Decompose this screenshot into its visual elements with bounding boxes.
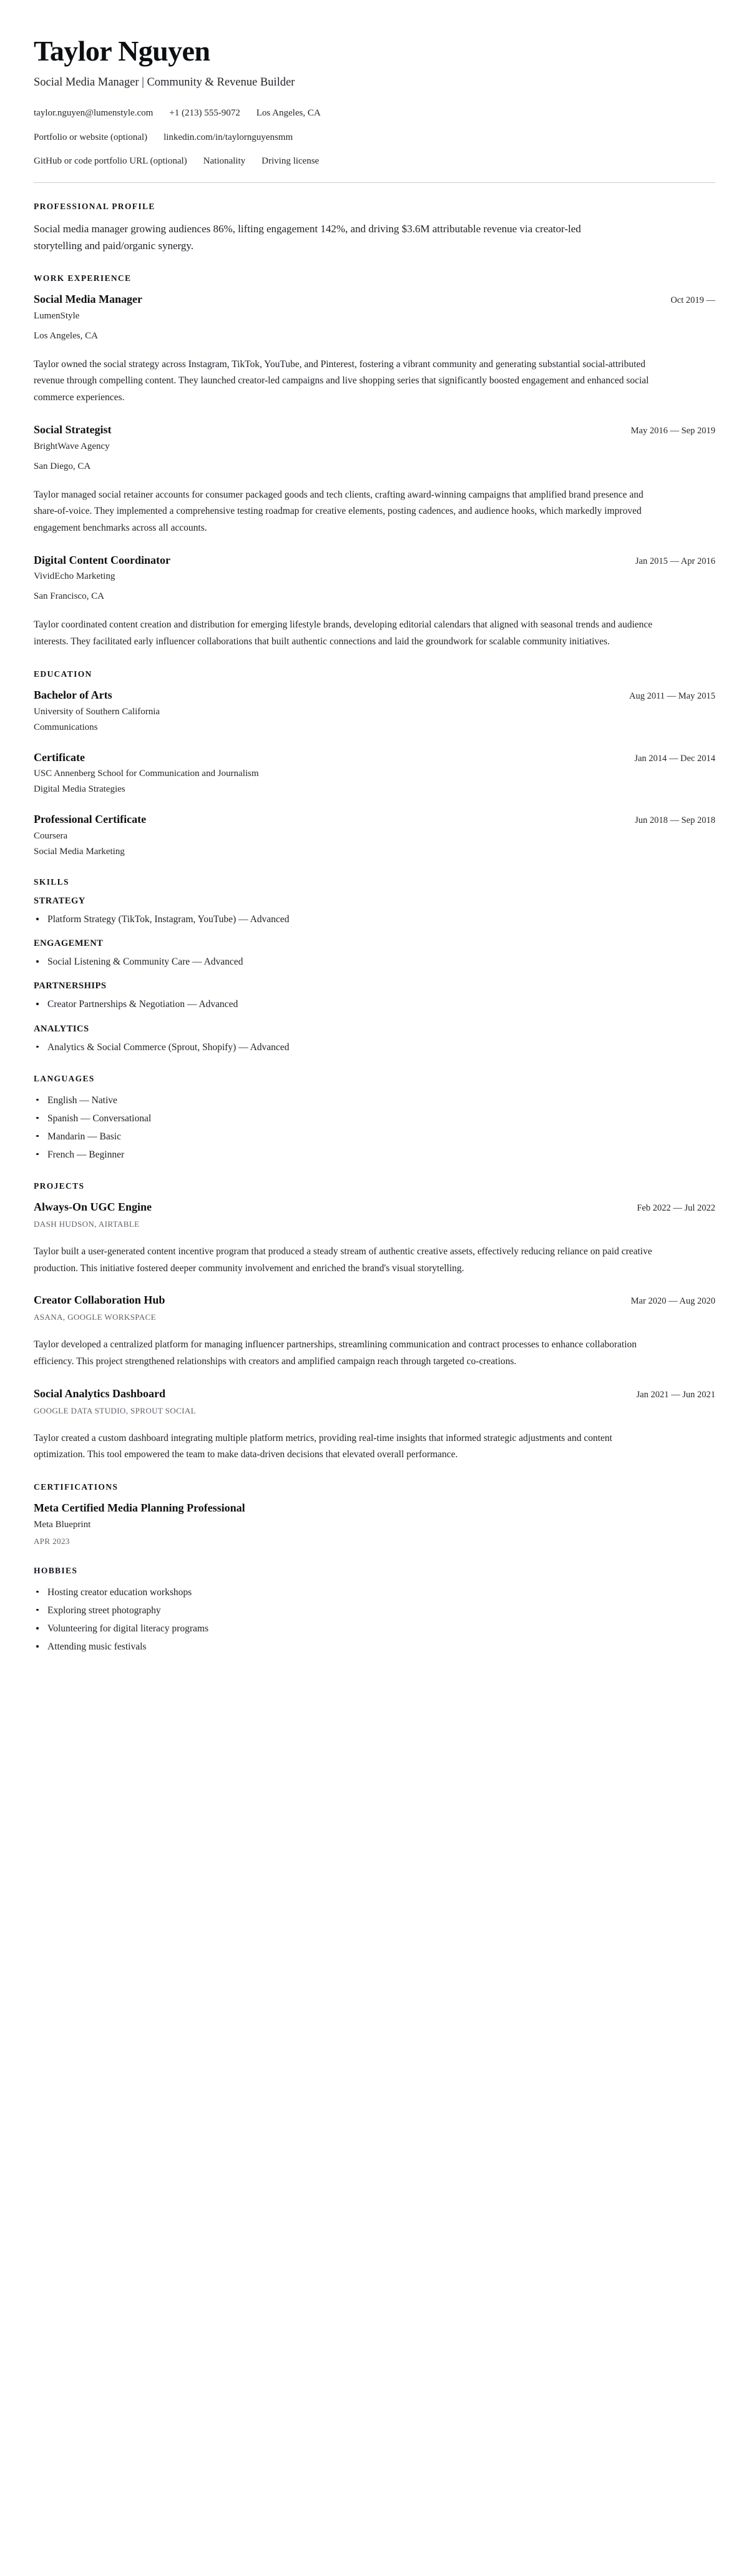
work-entry-dates: Oct 2019 — xyxy=(670,295,715,305)
skill-group-list xyxy=(34,896,715,1054)
contact-linkedin[interactable]: linkedin.com/in/taylornguyensmm xyxy=(164,132,293,142)
education-entry-degree: Bachelor of Arts xyxy=(34,688,112,701)
section-education xyxy=(34,669,715,859)
project-entry-stack: ASANA, GOOGLE WORKSPACE xyxy=(34,1312,156,1322)
header-divider xyxy=(34,182,715,183)
work-entry-role: Social Media Manager xyxy=(34,292,142,305)
contact-row xyxy=(34,130,715,145)
project-entry-dates: Jan 2021 — Jun 2021 xyxy=(636,1389,715,1400)
project-entry-list xyxy=(34,1200,715,1463)
project-entry-description: Taylor created a custom dashboard integrating multiple platform metrics, providing real-time insights that informed strategic adjustments and content optimization. This tool empowered the team to make data-driven decisions that elevated overall performance. xyxy=(34,1432,612,1460)
education-entry xyxy=(34,812,715,858)
education-entry-school: Coursera xyxy=(34,831,68,842)
language-item: English — Native xyxy=(34,1093,715,1108)
skill-item-list xyxy=(34,954,715,970)
work-entry xyxy=(34,423,715,537)
work-entry xyxy=(34,553,715,651)
hobby-item: Exploring street photography xyxy=(34,1603,715,1618)
contact-block xyxy=(34,106,715,169)
project-entry-dates: Mar 2020 — Aug 2020 xyxy=(630,1296,715,1307)
project-entry-name: Creator Collaboration Hub xyxy=(34,1294,165,1307)
skill-group-title: ANALYTICS xyxy=(34,1023,89,1034)
section-title-education: EDUCATION xyxy=(34,669,92,679)
section-work-experience xyxy=(34,273,715,651)
contact-row xyxy=(34,154,715,169)
contact-location[interactable]: Los Angeles, CA xyxy=(256,108,321,119)
language-item: Spanish — Conversational xyxy=(34,1111,715,1126)
skill-item: Social Listening & Community Care — Advanced xyxy=(34,954,715,970)
education-entry-field: Digital Media Strategies xyxy=(34,784,125,795)
work-entry-company: LumenStyle xyxy=(34,310,80,321)
education-entry xyxy=(34,688,715,734)
contact-nationality[interactable]: Nationality xyxy=(203,156,246,167)
project-entry xyxy=(34,1200,715,1277)
work-entry-description: Taylor owned the social strategy across Instagram, TikTok, YouTube, and Pinterest, fostering a vibrant community and generating substantial social-attributed revenue through compelling content. They launched creator-led campaigns and live shopping series that significantly boosted engagement and enhanced social commerce experiences. xyxy=(34,358,649,403)
skill-group xyxy=(34,938,715,970)
section-skills xyxy=(34,877,715,1054)
education-entry xyxy=(34,750,715,797)
candidate-headline: Social Media Manager | Community & Revenue Builder xyxy=(34,76,295,89)
education-entry-header xyxy=(34,688,715,702)
project-entry xyxy=(34,1387,715,1463)
project-entry-description: Taylor built a user-generated content incentive program that produced a steady stream of authentic creative assets, effectively reducing reliance on paid creative production. This initiative fostered deeper community involvement and enriched the brand's visual storytelling. xyxy=(34,1246,652,1274)
work-entry-description: Taylor managed social retainer accounts for consumer packaged goods and tech clients, crafting award-winning campaigns that amplified brand presence and share-of-voice. They implemented a comprehensive testing roadmap for creative elements, posting cadences, and audience hooks, which markedly improved engagement benchmarks across all accounts. xyxy=(34,489,644,533)
work-entry-dates: Jan 2015 — Apr 2016 xyxy=(635,556,715,566)
project-entry-dates: Feb 2022 — Jul 2022 xyxy=(637,1203,715,1214)
skill-item-list xyxy=(34,912,715,927)
work-entry-company: VividEcho Marketing xyxy=(34,571,115,582)
project-entry-name: Social Analytics Dashboard xyxy=(34,1387,166,1400)
section-projects xyxy=(34,1181,715,1463)
education-entry-header xyxy=(34,812,715,827)
project-entry-description: Taylor developed a centralized platform for managing influencer partnerships, streamlining communication and contract processes to enhance collaboration efficiency. This project strengthened relationships with creators and amplified campaign reach through targeted co-creations. xyxy=(34,1339,637,1367)
certification-entry-date: APR 2023 xyxy=(34,1536,70,1546)
project-entry-stack: GOOGLE DATA STUDIO, SPROUT SOCIAL xyxy=(34,1405,197,1415)
section-title-languages: LANGUAGES xyxy=(34,1073,95,1083)
project-entry-stack: DASH HUDSON, AIRTABLE xyxy=(34,1219,140,1229)
section-certifications xyxy=(34,1482,715,1547)
contact-email[interactable]: taylor.nguyen@lumenstyle.com xyxy=(34,108,154,119)
section-title-projects: PROJECTS xyxy=(34,1181,85,1191)
work-entry xyxy=(34,292,715,406)
language-item: French — Beginner xyxy=(34,1147,715,1163)
contact-row xyxy=(34,106,715,120)
section-title-hobbies: HOBBIES xyxy=(34,1565,78,1575)
education-entry-school: USC Annenberg School for Communication and Journalism xyxy=(34,769,259,779)
education-entry-degree: Professional Certificate xyxy=(34,813,147,826)
contact-portfolio[interactable]: Portfolio or website (optional) xyxy=(34,132,148,142)
education-entry-header xyxy=(34,750,715,765)
contact-driving-license[interactable]: Driving license xyxy=(262,156,320,167)
section-title-profile: PROFESSIONAL PROFILE xyxy=(34,201,155,211)
contact-github[interactable]: GitHub or code portfolio URL (optional) xyxy=(34,156,187,167)
education-entry-degree: Certificate xyxy=(34,750,85,764)
skill-item: Platform Strategy (TikTok, Instagram, YouTube) — Advanced xyxy=(34,912,715,927)
education-entry-dates: Jan 2014 — Dec 2014 xyxy=(634,753,715,764)
section-languages xyxy=(34,1074,715,1163)
work-entry-location: San Francisco, CA xyxy=(34,591,104,602)
hobby-item: Volunteering for digital literacy programs xyxy=(34,1621,715,1636)
contact-phone[interactable]: +1 (213) 555-9072 xyxy=(169,108,240,119)
skill-group xyxy=(34,981,715,1012)
education-entry-dates: Aug 2011 — May 2015 xyxy=(629,691,715,701)
hobby-list xyxy=(34,1585,715,1654)
work-entry-description: Taylor coordinated content creation and distribution for emerging lifestyle brands, developing editorial calendars that aligned with seasonal trends and audience interests. They facilitated early influencer collaborations that built authentic connections and laid the groundwork for scalable community initiatives. xyxy=(34,619,653,647)
skill-item-list xyxy=(34,1040,715,1055)
language-item: Mandarin — Basic xyxy=(34,1129,715,1144)
education-entry-school: University of Southern California xyxy=(34,706,160,717)
section-professional-profile xyxy=(34,202,715,255)
project-entry-name: Always-On UGC Engine xyxy=(34,1201,152,1214)
candidate-name: Taylor Nguyen xyxy=(34,35,210,67)
project-entry-header xyxy=(34,1293,715,1307)
section-title-work: WORK EXPERIENCE xyxy=(34,273,132,283)
skill-item-list xyxy=(34,996,715,1012)
project-entry-header xyxy=(34,1200,715,1214)
skill-group xyxy=(34,1024,715,1055)
education-entry-list xyxy=(34,688,715,859)
hobby-item: Attending music festivals xyxy=(34,1639,715,1654)
work-entry-location: Los Angeles, CA xyxy=(34,330,98,341)
education-entry-field: Communications xyxy=(34,722,98,732)
hobby-item: Hosting creator education workshops xyxy=(34,1585,715,1600)
work-entry-header xyxy=(34,292,715,307)
project-entry xyxy=(34,1293,715,1370)
work-entry-company: BrightWave Agency xyxy=(34,441,110,451)
work-entry-role: Digital Content Coordinator xyxy=(34,553,170,566)
work-entry-dates: May 2016 — Sep 2019 xyxy=(630,425,715,436)
education-entry-dates: Jun 2018 — Sep 2018 xyxy=(635,815,715,826)
skill-group-title: STRATEGY xyxy=(34,896,86,907)
certification-entry-list xyxy=(34,1501,715,1547)
work-entry-role: Social Strategist xyxy=(34,423,112,436)
certification-entry-name: Meta Certified Media Planning Professional xyxy=(34,1502,245,1515)
work-entry-header xyxy=(34,553,715,568)
skill-item: Analytics & Social Commerce (Sprout, Shopify) — Advanced xyxy=(34,1040,715,1055)
certification-entry xyxy=(34,1501,715,1547)
section-hobbies xyxy=(34,1566,715,1654)
resume-header xyxy=(34,36,715,169)
project-entry-header xyxy=(34,1387,715,1401)
education-entry-field: Social Media Marketing xyxy=(34,847,125,857)
language-list xyxy=(34,1093,715,1163)
skill-group-title: ENGAGEMENT xyxy=(34,938,104,949)
profile-summary-text: Social media manager growing audiences 86%, lifting engagement 142%, and driving $3.6M attributable revenue via creator-led storytelling and paid/organic synergy. xyxy=(34,222,581,252)
work-entry-location: San Diego, CA xyxy=(34,461,91,471)
skill-group xyxy=(34,896,715,927)
skill-item: Creator Partnerships & Negotiation — Advanced xyxy=(34,996,715,1012)
skill-group-title: PARTNERSHIPS xyxy=(34,981,107,991)
work-entry-header xyxy=(34,423,715,437)
section-title-skills: SKILLS xyxy=(34,877,69,887)
work-entry-list xyxy=(34,292,715,651)
certification-entry-issuer: Meta Blueprint xyxy=(34,1519,91,1530)
section-title-certifications: CERTIFICATIONS xyxy=(34,1482,119,1492)
